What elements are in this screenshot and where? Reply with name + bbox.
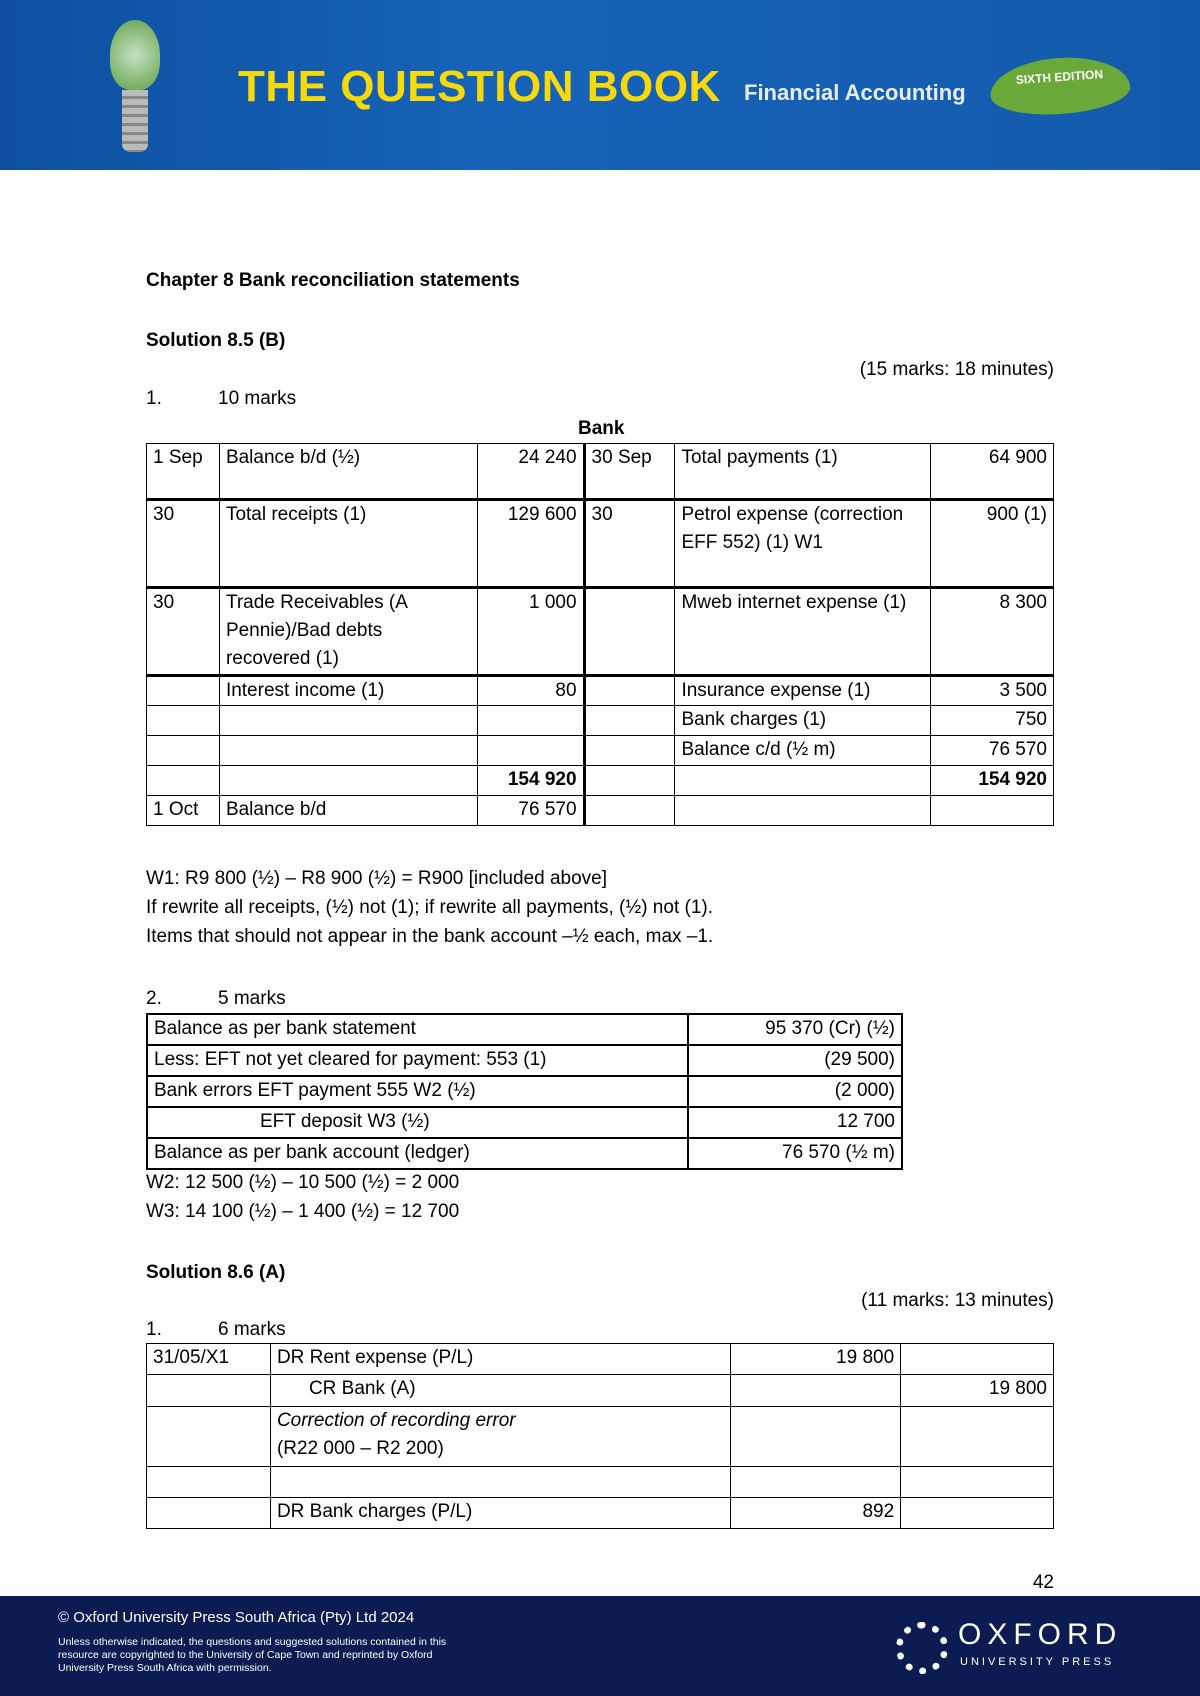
table-cell <box>675 766 931 796</box>
table-cell <box>147 1407 271 1467</box>
table-cell <box>477 706 584 736</box>
table-cell <box>270 1467 730 1498</box>
table-cell: Less: EFT not yet cleared for payment: 553 (1) <box>147 1045 688 1076</box>
table-cell <box>147 1467 271 1498</box>
table-cell: 129 600 <box>477 500 584 588</box>
table-cell: Insurance expense (1) <box>675 676 931 706</box>
note-line: Items that should not appear in the bank account –½ each, max –1. <box>146 926 714 947</box>
table-cell <box>584 766 675 796</box>
table-cell <box>731 1375 901 1407</box>
table-cell: 3 500 <box>931 676 1054 706</box>
header-banner <box>0 0 1200 170</box>
note-line: If rewrite all receipts, (½) not (1); if rewrite all payments, (½) not (1). <box>146 897 714 918</box>
table-cell <box>901 1498 1054 1529</box>
table-cell: 19 800 <box>901 1375 1054 1407</box>
table-cell <box>675 796 931 826</box>
table-cell: 1 Sep <box>147 444 220 500</box>
table-cell <box>219 706 477 736</box>
table-row <box>147 1138 902 1169</box>
table-cell <box>584 676 675 706</box>
table-cell: 750 <box>931 706 1054 736</box>
table-cell: 154 920 <box>931 766 1054 796</box>
table-cell <box>584 706 675 736</box>
journal-table <box>146 1343 1054 1529</box>
table-cell: Petrol expense (correction EFF 552) (1) W1 <box>675 500 931 588</box>
table-cell: 95 370 (Cr) (½) <box>688 1014 902 1045</box>
book-subtitle: Financial Accounting <box>744 80 966 105</box>
table-row <box>147 1375 1054 1407</box>
table-cell: Total payments (1) <box>675 444 931 500</box>
table-cell <box>147 736 220 766</box>
lightbulb-icon <box>110 20 160 90</box>
table-cell <box>147 1375 271 1407</box>
solution-85-marks: (15 marks: 18 minutes) <box>859 359 1054 380</box>
table-cell: 31/05/X1 <box>147 1344 271 1375</box>
table-row <box>147 1407 1054 1467</box>
table-cell <box>147 706 220 736</box>
table-cell <box>147 766 220 796</box>
table-cell: Interest income (1) <box>219 676 477 706</box>
table-cell: 19 800 <box>731 1344 901 1375</box>
note-line: W1: R9 800 (½) – R8 900 (½) = R900 [included above] <box>146 868 608 889</box>
table-cell: 12 700 <box>688 1107 902 1138</box>
table-row <box>147 1498 1054 1529</box>
table-cell: Balance b/d (½) <box>219 444 477 500</box>
oxford-logo-subtext: UNIVERSITY PRESS <box>960 1656 1115 1668</box>
table-cell: Mweb internet expense (1) <box>675 588 931 676</box>
table-cell: 30 <box>147 500 220 588</box>
working-line: W3: 14 100 (½) – 1 400 (½) = 12 700 <box>146 1201 460 1222</box>
table-cell: (2 000) <box>688 1076 902 1107</box>
solution-86-marks: (11 marks: 13 minutes) <box>861 1290 1054 1311</box>
table-cell: 80 <box>477 676 584 706</box>
table-row <box>147 444 1054 500</box>
part-number: 2. <box>146 988 162 1009</box>
table-cell <box>584 588 675 676</box>
bank-reconciliation-table <box>146 1013 903 1170</box>
table-cell: Bank errors EFT payment 555 W2 (½) <box>147 1076 688 1107</box>
table-cell: EFT deposit W3 (½) <box>147 1107 688 1138</box>
footer <box>0 1596 1200 1696</box>
solution-86-title: Solution 8.6 (A) <box>146 1262 286 1283</box>
table-cell: 76 570 <box>931 736 1054 766</box>
table-cell: DR Rent expense (P/L) <box>270 1344 730 1375</box>
table-cell <box>731 1407 901 1467</box>
table-cell: 1 Oct <box>147 796 220 826</box>
table-cell: CR Bank (A) <box>270 1375 730 1407</box>
table-row <box>147 588 1054 676</box>
table-row <box>147 1107 902 1138</box>
table-cell: Correction of recording error (R22 000 – R2 200) <box>270 1407 730 1467</box>
solution-85-title: Solution 8.5 (B) <box>146 330 286 351</box>
book-title: THE QUESTION BOOK <box>238 62 721 111</box>
table-cell: 30 <box>584 500 675 588</box>
copyright-statement: Unless otherwise indicated, the questions and suggested solutions contained in this resource are copyrighted to the University of Cape Town and reprinted by Oxford University Press South Africa with permission. <box>58 1636 447 1674</box>
table-row <box>147 1014 902 1045</box>
table-cell <box>584 736 675 766</box>
table-row <box>147 796 1054 826</box>
part-number: 1. <box>146 1319 162 1340</box>
table-row <box>147 1344 1054 1375</box>
table-cell <box>731 1467 901 1498</box>
table-row <box>147 676 1054 706</box>
part-marks: 5 marks <box>218 988 286 1009</box>
table-cell <box>901 1344 1054 1375</box>
table-cell: 30 <box>147 588 220 676</box>
table-cell: 30 Sep <box>584 444 675 500</box>
table-cell: 76 570 (½ m) <box>688 1138 902 1169</box>
part-marks: 6 marks <box>218 1319 286 1340</box>
table-cell: 76 570 <box>477 796 584 826</box>
table-cell: 8 300 <box>931 588 1054 676</box>
bank-account-title: Bank <box>578 418 625 439</box>
part-number: 1. <box>146 388 162 409</box>
table-cell: Trade Receivables (A Pennie)/Bad debts recovered (1) <box>219 588 477 676</box>
working-line: W2: 12 500 (½) – 10 500 (½) = 2 000 <box>146 1172 460 1193</box>
table-cell: Bank charges (1) <box>675 706 931 736</box>
table-cell: 154 920 <box>477 766 584 796</box>
table-cell <box>931 796 1054 826</box>
table-row <box>147 1467 1054 1498</box>
table-cell <box>901 1407 1054 1467</box>
table-cell: Balance as per bank account (ledger) <box>147 1138 688 1169</box>
oxford-logo-text: OXFORD <box>958 1618 1123 1651</box>
table-cell <box>219 736 477 766</box>
bank-ledger-table <box>146 443 1054 826</box>
table-cell <box>584 796 675 826</box>
table-row <box>147 1076 902 1107</box>
table-cell: DR Bank charges (P/L) <box>270 1498 730 1529</box>
table-cell: Balance as per bank statement <box>147 1014 688 1045</box>
table-cell: 24 240 <box>477 444 584 500</box>
page-number: 42 <box>1032 1572 1054 1593</box>
table-row <box>147 706 1054 736</box>
table-cell <box>219 766 477 796</box>
table-row <box>147 500 1054 588</box>
table-row <box>147 766 1054 796</box>
table-cell <box>147 676 220 706</box>
table-cell <box>477 736 584 766</box>
table-row <box>147 736 1054 766</box>
part-marks: 10 marks <box>218 388 297 409</box>
table-cell: 64 900 <box>931 444 1054 500</box>
edition-badge: SIXTH EDITION <box>988 53 1132 119</box>
chapter-heading: Chapter 8 Bank reconciliation statements <box>146 270 520 291</box>
table-row <box>147 1045 902 1076</box>
table-cell: Balance b/d <box>219 796 477 826</box>
table-cell: Balance c/d (½ m) <box>675 736 931 766</box>
table-cell: Total receipts (1) <box>219 500 477 588</box>
lightbulb-base-icon <box>122 90 148 152</box>
table-cell: (29 500) <box>688 1045 902 1076</box>
table-cell <box>147 1498 271 1529</box>
table-cell: 900 (1) <box>931 500 1054 588</box>
table-cell: 892 <box>731 1498 901 1529</box>
oxford-logo-icon <box>896 1622 948 1674</box>
table-cell <box>901 1467 1054 1498</box>
copyright: © Oxford University Press South Africa (Pty) Ltd 2024 <box>58 1609 415 1626</box>
table-cell: 1 000 <box>477 588 584 676</box>
